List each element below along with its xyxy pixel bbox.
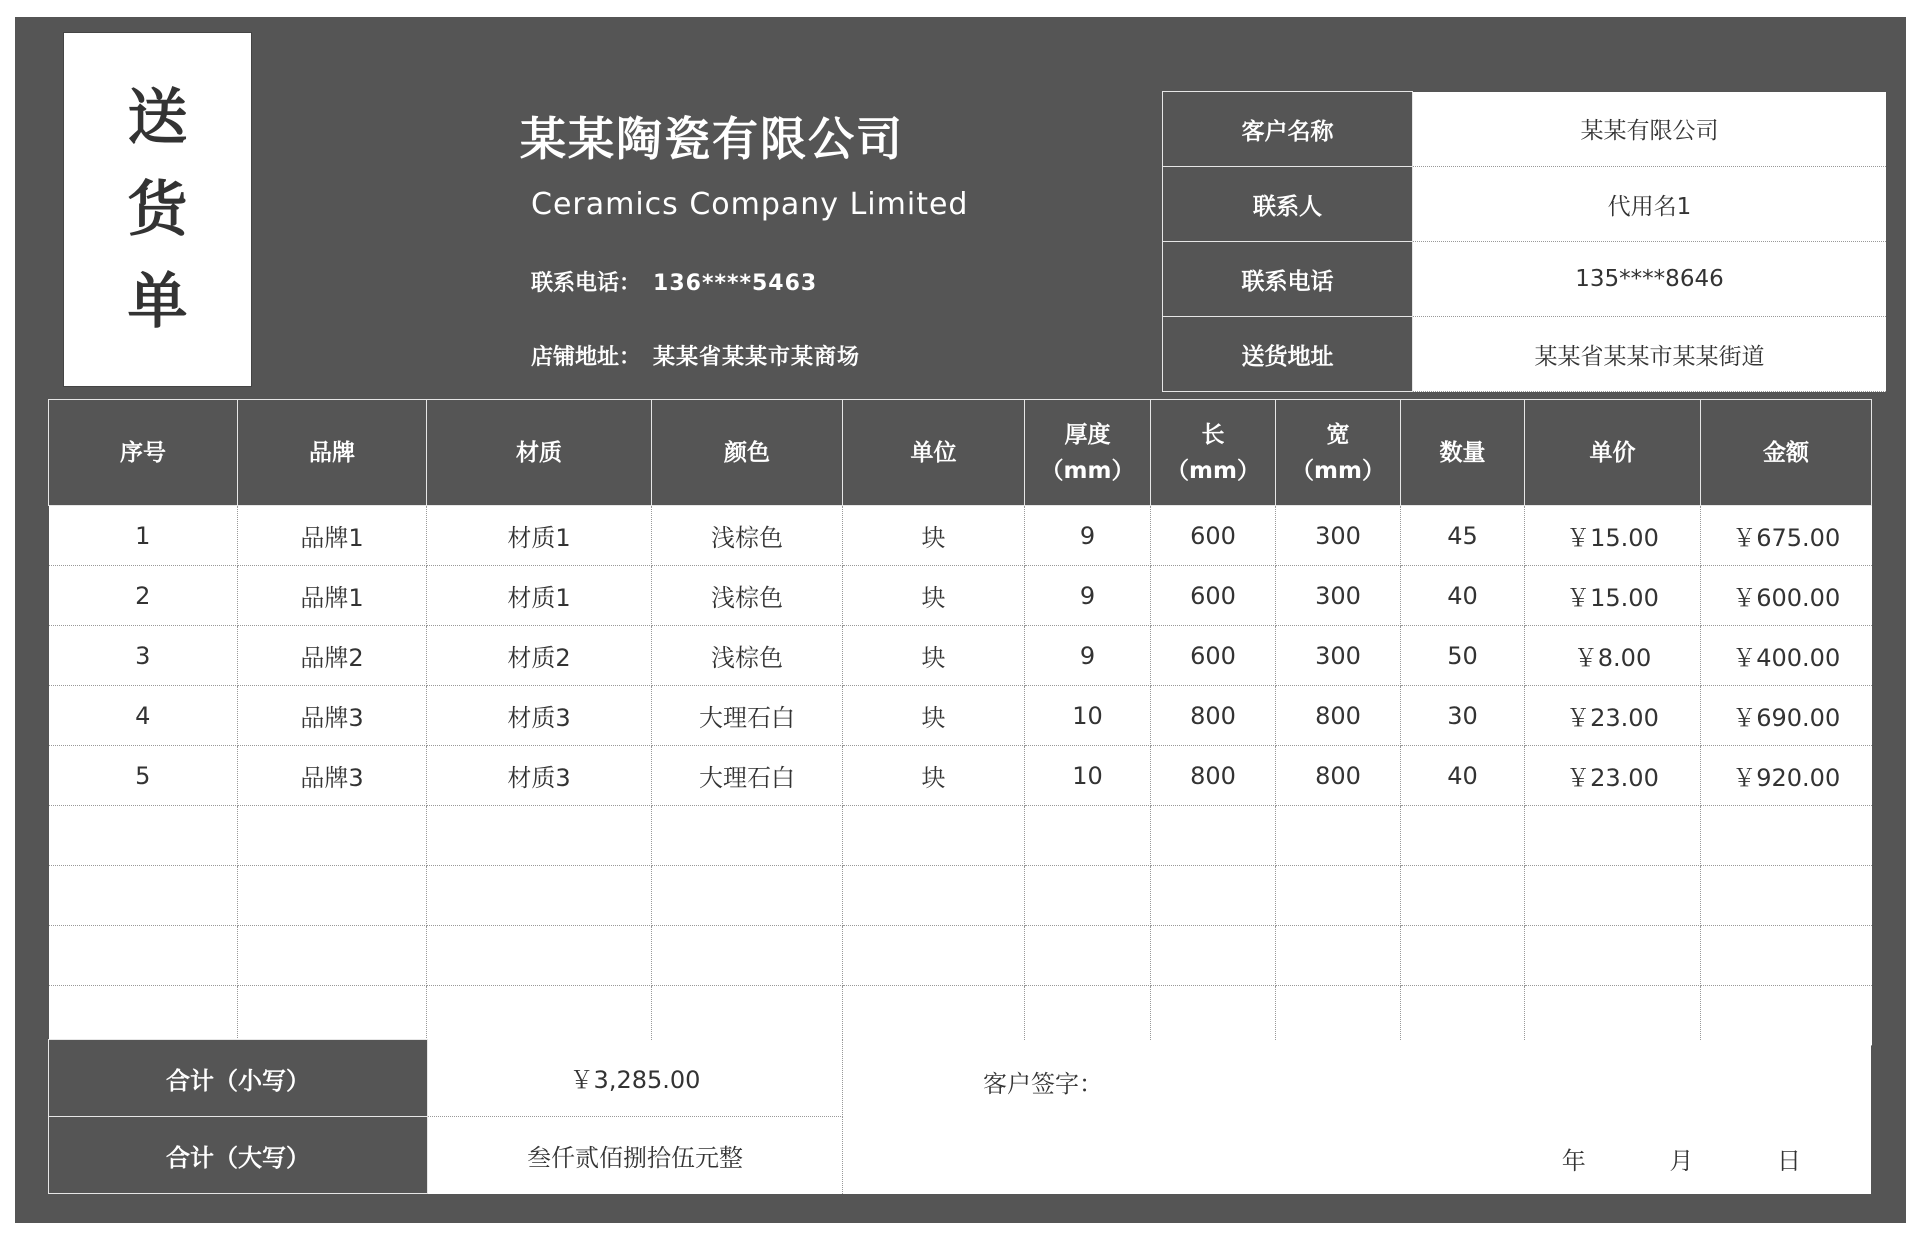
delivery-address-value[interactable]: 某某省某某市某某街道 [1413,317,1887,392]
date-day-label: 日 [1777,1146,1801,1175]
customer-name-label: 客户名称 [1163,92,1413,167]
cell-color[interactable]: 大理石白 [652,686,843,746]
cell-amount[interactable]: ￥400.00 [1701,626,1872,686]
cell-empty[interactable] [1701,866,1872,926]
header-material-label: 材质 [516,439,562,466]
company-address [531,340,860,371]
cell-material[interactable]: 材质3 [427,686,652,746]
table-row [49,626,1872,686]
cell-thickness[interactable]: 10 [1025,746,1151,806]
company-phone-value: 136****5463 [653,271,818,296]
cell-material[interactable]: 材质1 [427,506,652,566]
table-row [49,686,1872,746]
cell-empty[interactable] [843,806,1025,866]
total-small-value[interactable]: ￥3,285.00 [428,1040,843,1117]
header-unit [843,400,1025,506]
customer-row [1163,92,1887,167]
cell-width[interactable]: 300 [1276,626,1401,686]
header-length [1151,400,1276,506]
cell-empty[interactable] [1025,866,1151,926]
table-body [49,506,1872,1046]
delivery-address-label: 送货地址 [1163,317,1413,392]
company-name-en: Ceramics Company Limited [531,187,969,222]
cell-empty[interactable] [1525,866,1701,926]
cell-quantity[interactable]: 45 [1401,506,1525,566]
cell-unit[interactable]: 块 [843,626,1025,686]
header-length-unit: （mm） [1166,457,1260,484]
cell-empty[interactable] [49,806,238,866]
cell-empty[interactable] [49,866,238,926]
cell-empty[interactable] [1276,926,1401,986]
date-year-label: 年 [1561,1146,1586,1175]
cell-quantity[interactable]: 50 [1401,626,1525,686]
company-address-label: 店铺地址： [531,345,642,370]
date-month-label: 月 [1669,1146,1694,1175]
totals-row-small [49,1040,1872,1117]
header-thickness-unit: （mm） [1040,457,1135,484]
header-unit-label: 单位 [910,439,957,466]
customer-row [1163,242,1887,317]
cell-color[interactable]: 大理石白 [652,746,843,806]
cell-amount[interactable]: ￥600.00 [1701,566,1872,626]
cell-length[interactable]: 600 [1151,566,1276,626]
company-phone-label: 联系电话： [531,271,642,296]
cell-length[interactable]: 600 [1151,506,1276,566]
header-quantity-label: 数量 [1439,439,1486,466]
signature-label: 客户签字： [983,1069,1103,1098]
table-row-empty [49,926,1872,986]
cell-brand[interactable]: 品牌3 [238,686,427,746]
cell-amount[interactable]: ￥920.00 [1701,746,1872,806]
cell-quantity[interactable]: 40 [1401,746,1525,806]
cell-empty[interactable] [427,866,652,926]
header-seq-label: 序号 [120,439,166,466]
total-small-label: 合计（小写） [49,1040,428,1117]
header-amount-label: 金额 [1763,439,1809,466]
cell-empty[interactable] [1151,866,1276,926]
header-width [1276,400,1401,506]
cell-unit-price[interactable]: ￥15.00 [1525,566,1701,626]
cell-unit-price[interactable]: ￥15.00 [1525,506,1701,566]
cell-seq[interactable]: 1 [49,506,238,566]
cell-empty[interactable] [652,866,843,926]
company-address-value: 某某省某某市某商场 [653,345,861,370]
cell-thickness[interactable]: 9 [1025,626,1151,686]
cell-thickness[interactable]: 10 [1025,686,1151,746]
cell-empty[interactable] [238,806,427,866]
cell-color[interactable]: 浅棕色 [652,566,843,626]
cell-empty[interactable] [238,866,427,926]
company-phone [531,266,817,297]
cell-empty[interactable] [652,986,843,1046]
customer-info-table [1162,91,1886,392]
cell-brand[interactable]: 品牌1 [238,566,427,626]
cell-seq[interactable]: 5 [49,746,238,806]
cell-width[interactable]: 800 [1276,686,1401,746]
date-row [1486,1141,1801,1176]
cell-empty[interactable] [427,806,652,866]
title-char-2: 货 [127,174,188,245]
cell-brand[interactable]: 品牌2 [238,626,427,686]
header-width-label: 宽 [1326,421,1350,448]
cell-empty[interactable] [843,926,1025,986]
cell-empty[interactable] [427,986,652,1046]
cell-empty[interactable] [1151,806,1276,866]
contact-person-value[interactable]: 代用名1 [1413,167,1887,242]
cell-quantity[interactable]: 40 [1401,566,1525,626]
cell-empty[interactable] [1401,806,1525,866]
cell-empty[interactable] [1701,806,1872,866]
header-length-label: 长 [1201,421,1225,448]
cell-empty[interactable] [652,806,843,866]
cell-empty[interactable] [49,926,238,986]
table-row-empty [49,866,1872,926]
header-thickness-label: 厚度 [1064,421,1111,448]
cell-empty[interactable] [652,926,843,986]
cell-empty[interactable] [1151,986,1276,1046]
cell-unit[interactable]: 块 [843,746,1025,806]
customer-phone-value[interactable]: 135****8646 [1413,242,1887,317]
cell-empty[interactable] [49,986,238,1046]
header-unit-price [1525,400,1701,506]
cell-length[interactable]: 800 [1151,686,1276,746]
cell-empty[interactable] [1276,806,1401,866]
total-big-label: 合计（大写） [49,1117,428,1194]
cell-empty[interactable] [1276,986,1401,1046]
cell-seq[interactable]: 2 [49,566,238,626]
cell-amount[interactable]: ￥690.00 [1701,686,1872,746]
cell-length[interactable]: 800 [1151,746,1276,806]
cell-color[interactable]: 浅棕色 [652,626,843,686]
table-header-row [49,400,1872,506]
cell-empty[interactable] [843,866,1025,926]
signature-area[interactable] [843,1040,1872,1194]
cell-empty[interactable] [843,986,1025,1046]
cell-material[interactable]: 材质2 [427,626,652,686]
cell-seq[interactable]: 4 [49,686,238,746]
company-name: 某某陶瓷有限公司 [520,112,904,166]
contact-person-label: 联系人 [1163,167,1413,242]
cell-empty[interactable] [238,926,427,986]
cell-empty[interactable] [427,926,652,986]
header-unit-price-label: 单价 [1589,439,1636,466]
cell-thickness[interactable]: 9 [1025,566,1151,626]
cell-empty[interactable] [1525,926,1701,986]
cell-empty[interactable] [1401,986,1525,1046]
customer-row [1163,317,1887,392]
cell-material[interactable]: 材质3 [427,746,652,806]
header-brand [238,400,427,506]
cell-empty[interactable] [1025,926,1151,986]
table-row-empty [49,806,1872,866]
header-color-label: 颜色 [724,439,770,466]
cell-length[interactable]: 600 [1151,626,1276,686]
title-char-1: 送 [127,82,188,153]
table-row [49,566,1872,626]
cell-empty[interactable] [1525,806,1701,866]
cell-unit-price[interactable]: ￥23.00 [1525,686,1701,746]
cell-empty[interactable] [1525,986,1701,1046]
cell-empty[interactable] [1151,926,1276,986]
cell-width[interactable]: 800 [1276,746,1401,806]
cell-brand[interactable]: 品牌1 [238,506,427,566]
header-quantity [1401,400,1525,506]
header-brand-label: 品牌 [309,439,355,466]
total-big-value[interactable]: 叁仟贰佰捌拾伍元整 [428,1117,843,1194]
cell-empty[interactable] [1025,986,1151,1046]
cell-empty[interactable] [238,986,427,1046]
header-material [427,400,652,506]
totals-table [48,1039,1871,1194]
cell-unit-price[interactable]: ￥8.00 [1525,626,1701,686]
cell-unit[interactable]: 块 [843,566,1025,626]
title-char-3: 单 [127,266,188,337]
customer-name-value[interactable]: 某某有限公司 [1413,92,1887,167]
table-row-empty [49,986,1872,1046]
cell-width[interactable]: 300 [1276,506,1401,566]
header-thickness [1025,400,1151,506]
cell-seq[interactable]: 3 [49,626,238,686]
header-amount [1701,400,1872,506]
header-color [652,400,843,506]
cell-unit[interactable]: 块 [843,506,1025,566]
table-row [49,506,1872,566]
cell-width[interactable]: 300 [1276,566,1401,626]
header-width-unit: （mm） [1291,457,1385,484]
cell-empty[interactable] [1025,806,1151,866]
table-row [49,746,1872,806]
cell-empty[interactable] [1401,926,1525,986]
customer-row [1163,167,1887,242]
document-title [63,32,252,387]
cell-empty[interactable] [1701,986,1872,1046]
cell-thickness[interactable]: 9 [1025,506,1151,566]
cell-empty[interactable] [1276,866,1401,926]
cell-quantity[interactable]: 30 [1401,686,1525,746]
customer-phone-label: 联系电话 [1163,242,1413,317]
cell-empty[interactable] [1401,866,1525,926]
header-seq [49,400,238,506]
cell-unit-price[interactable]: ￥23.00 [1525,746,1701,806]
cell-material[interactable]: 材质1 [427,566,652,626]
cell-amount[interactable]: ￥675.00 [1701,506,1872,566]
cell-brand[interactable]: 品牌3 [238,746,427,806]
items-table [48,399,1872,1046]
cell-unit[interactable]: 块 [843,686,1025,746]
cell-color[interactable]: 浅棕色 [652,506,843,566]
cell-empty[interactable] [1701,926,1872,986]
